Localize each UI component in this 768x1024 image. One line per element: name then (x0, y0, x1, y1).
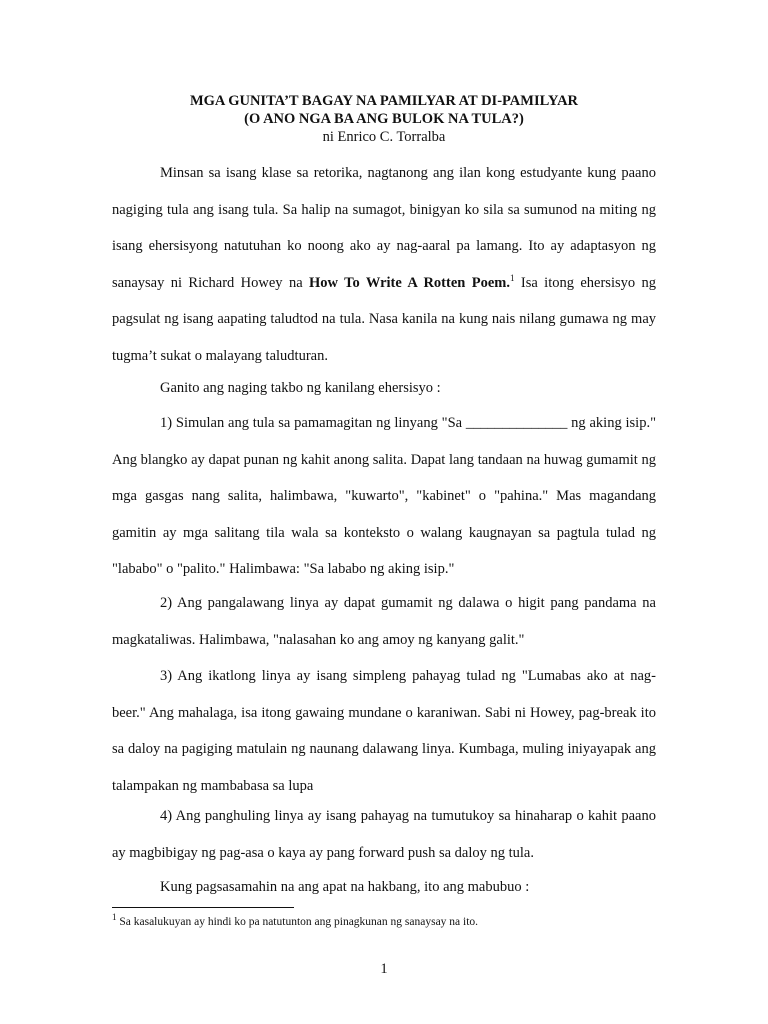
footnote-marker: 1 (112, 912, 117, 923)
author-byline: ni Enrico C. Torralba (322, 129, 446, 145)
footnote-text: Sa kasalukuyan ay hindi ko pa natutunton ang pinagkunan ng sanaysay na ito. (116, 916, 479, 928)
footnote-reference: 1 (509, 272, 515, 283)
paragraph-step-3: 3) Ang ikatlong linya ay isang simpleng pahayag tulad ng "Lumabas ako at nag-beer." Ang mahalaga, isa itong gawaing mundane o karaniwan. Sabi ni Howey, pag-break ito sa daloy na pagiging matulain ng naunang dalawang linya. Kumbaga, muling iniyayapak ang talampakan ng mambabasa sa lupa (112, 668, 656, 794)
page-number: 1 (380, 961, 388, 977)
essay-title-bold: How To Write A Rotten Poem. (309, 274, 510, 291)
footnote (112, 912, 672, 930)
paragraph-conclusion: Kung pagsasamahin na ang apat na hakbang, ito ang mabubuo : (160, 879, 530, 895)
footnote-separator (112, 907, 294, 908)
title-line-2: (O ANO NGA BA ANG BULOK NA TULA?) (244, 111, 524, 127)
paragraph-intro-text-2: Isa itong ehersisyo ng pagsulat ng isang aapating taludtod na tula. Nasa kanila na kung nais nilang gumawa ng may tugma’t sukat o malayang taludturan. (112, 274, 657, 364)
paragraph-step-4: 4) Ang panghuling linya ay isang pahayag na tumutukoy sa hinaharap o kahit paano ay magbibigay ng pag-asa o kaya ay pang forward push sa daloy ng tula. (112, 808, 656, 861)
paragraph-step-1: 1) Simulan ang tula sa pamamagitan ng linyang "Sa ______________ ng aking isip." Ang blangko ay dapat punan ng kahit anong salita. Dapat lang tandaan na huwag gumamit ng mga gasgas nang salita, halimbawa, "kuwarto", "kabinet" o "pahina." Mas magandang gamitin ay mga salitang tila wala sa konteksto o walang kaugnayan sa pagtula tulad ng "lababo" o "palito." Halimbawa: "Sa lababo ng aking isip." (112, 415, 656, 578)
paragraph-intro-text-1: Minsan sa isang klase sa retorika, nagtanong ang ilan kong estudyante kung paano nagiging tula ang isang tula. Sa halip na sumagot, binigyan ko sila sa sumunod na miting ng isang ehersisyong natutuhan ko noong ako ay nag-aaral pa lamang. Ito ay adaptasyon ng sanaysay ni Richard Howey na (112, 165, 656, 291)
paragraph-step-2: 2) Ang pangalawang linya ay dapat gumamit ng dalawa o higit pang pandama na magkataliwas. Halimbawa, "nalasahan ko ang amoy ng kanyang galit." (112, 595, 656, 648)
paragraph-exercise-intro: Ganito ang naging takbo ng kanilang ehersisyo : (160, 380, 441, 396)
title-line-1: MGA GUNITA’T BAGAY NA PAMILYAR AT DI-PAMILYAR (189, 93, 579, 109)
paragraph-intro (112, 155, 656, 375)
